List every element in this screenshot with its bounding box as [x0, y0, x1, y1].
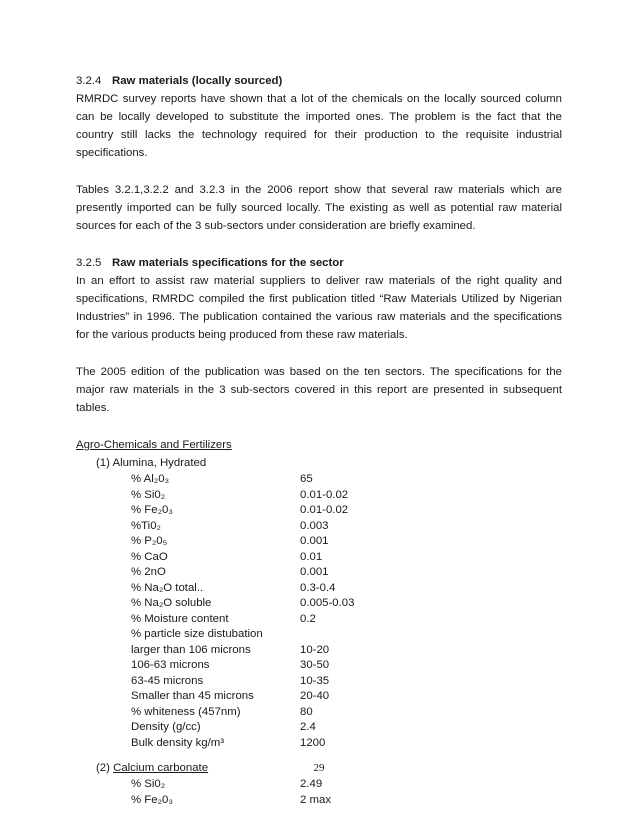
spec-label: % particle size distubation: [131, 628, 263, 640]
spec-row: [76, 777, 562, 793]
spec-row: [76, 503, 562, 519]
spec-label: Bulk density kg/m³: [131, 736, 225, 749]
spec-value: 0.003: [300, 519, 329, 532]
heading-3-2-5: [76, 254, 562, 272]
text-line: sources for each of the 3 sub-sectors under consideration are briefly examined.: [76, 220, 476, 232]
section-number: 3.2.5: [76, 257, 102, 269]
spec-label: %Ti0₂: [131, 519, 161, 532]
item-name: Calcium carbonate: [113, 762, 209, 774]
spec-row: [76, 596, 562, 612]
spec-value: 0.3-0.4: [300, 581, 336, 594]
spec-label: 63-45 microns: [131, 674, 204, 687]
spec-label: % whiteness (457nm): [131, 705, 241, 718]
section-number: 3.2.4: [76, 75, 102, 87]
spec-row: [76, 612, 562, 628]
text-line: Industries” in 1996. The publication contained the various raw materials and the specifications: [76, 311, 562, 323]
spec-row: [76, 488, 562, 504]
spec-row: [76, 793, 562, 809]
spec-label: % CaO: [131, 550, 168, 563]
page-content: [76, 72, 562, 808]
spec-row: [76, 550, 562, 566]
spec-label: larger than 106 microns: [131, 643, 251, 656]
spec-row: [76, 689, 562, 705]
spec-value: 80: [300, 705, 313, 718]
spec-row: [76, 627, 562, 643]
spec-value: 0.001: [300, 566, 329, 578]
item-name: Alumina, Hydrated: [112, 457, 207, 469]
text-line: presently imported can be fully sourced locally. The existing as well as potential raw material: [76, 202, 562, 214]
spec-value: 65: [300, 473, 313, 485]
paragraph: [76, 90, 562, 162]
spec-value: 0.01-0.02: [300, 488, 349, 501]
spec-value: 0.2: [300, 612, 316, 625]
text-line: Tables 3.2.1,3.2.2 and 3.2.3 in the 2006 report show that several raw materials which are: [76, 184, 562, 196]
text-line: specifications.: [76, 147, 148, 159]
spec-label: % Fe₂0₃: [131, 793, 173, 806]
spec-table-calcium-carbonate: [76, 777, 562, 808]
spec-label: % Na₂O soluble: [131, 597, 212, 609]
item-number: (1): [96, 457, 110, 469]
spec-row: [76, 674, 562, 690]
page-number: 29: [313, 762, 325, 774]
spec-value: 2.4: [300, 721, 316, 733]
item-heading: [76, 454, 562, 472]
spec-value: 0.005-0.03: [300, 597, 355, 609]
spec-row: [76, 472, 562, 488]
text-line: The 2005 edition of the publication was based on the ten sectors. The specifications for the: [76, 366, 562, 378]
spec-label: % Al₂0₃: [131, 473, 170, 485]
spec-label: % Fe₂0₃: [131, 504, 173, 516]
spec-label: % 2nO: [131, 566, 166, 578]
text-line: RMRDC survey reports have shown that a lot of the chemicals on the locally sourced column: [76, 93, 562, 105]
item-number: (2): [96, 762, 110, 774]
spec-value: 10-20: [300, 643, 330, 656]
spec-row: [76, 565, 562, 581]
section-title: Raw materials specifications for the sector: [112, 257, 344, 269]
text-line: can be locally developed to substitute the imported ones. The problem is the fact that the: [76, 111, 562, 123]
spec-value: 0.01: [300, 550, 323, 563]
spec-row: [76, 736, 562, 752]
heading-3-2-4: [76, 72, 562, 90]
text-line: country still lacks the technology required for their production to the requisite industrial: [76, 129, 562, 141]
spec-row: [76, 705, 562, 721]
spec-label: % Si0₂: [131, 778, 166, 790]
spec-label: % Si0₂: [131, 488, 166, 501]
spec-label: 106-63 microns: [131, 659, 210, 671]
spec-value: 2 max: [300, 793, 332, 806]
spec-row: [76, 720, 562, 736]
spec-row: [76, 519, 562, 535]
spec-row: [76, 658, 562, 674]
spec-label: Density (g/cc): [131, 721, 201, 733]
spec-table-alumina: [76, 472, 562, 751]
spec-value: 0.001: [300, 535, 329, 547]
spec-label: % Moisture content: [131, 612, 229, 625]
spec-row: [76, 643, 562, 659]
spec-value: 20-40: [300, 690, 330, 702]
spec-label: % Na₂O total..: [131, 581, 204, 594]
spec-label: Smaller than 45 microns: [131, 690, 254, 702]
spec-value: 30-50: [300, 659, 330, 671]
paragraph: [76, 363, 562, 417]
spec-label: % P₂0₅: [131, 535, 168, 547]
text-line: In an effort to assist raw material suppliers to deliver raw materials of the right quality and: [76, 275, 562, 287]
text-line: tables.: [76, 402, 110, 414]
spec-value: 0.01-0.02: [300, 504, 349, 516]
spec-value: 1200: [300, 736, 326, 749]
paragraph: [76, 272, 562, 344]
text-line: for the various products being produced from these raw materials.: [76, 329, 408, 341]
spec-row: [76, 534, 562, 550]
text-line: major raw materials in the 3 sub-sectors covered in this report are presented in subsequent: [76, 384, 562, 396]
section-title: Raw materials (locally sourced): [112, 75, 283, 87]
spec-value: 2.49: [300, 778, 323, 790]
spec-row: [76, 581, 562, 597]
agro-chemicals-title: Agro-Chemicals and Fertilizers: [76, 439, 232, 451]
spec-value: 10-35: [300, 674, 330, 687]
paragraph: [76, 181, 562, 235]
text-line: specifications, RMRDC compiled the first publication titled “Raw Materials Utilized by Nigerian: [76, 293, 562, 305]
